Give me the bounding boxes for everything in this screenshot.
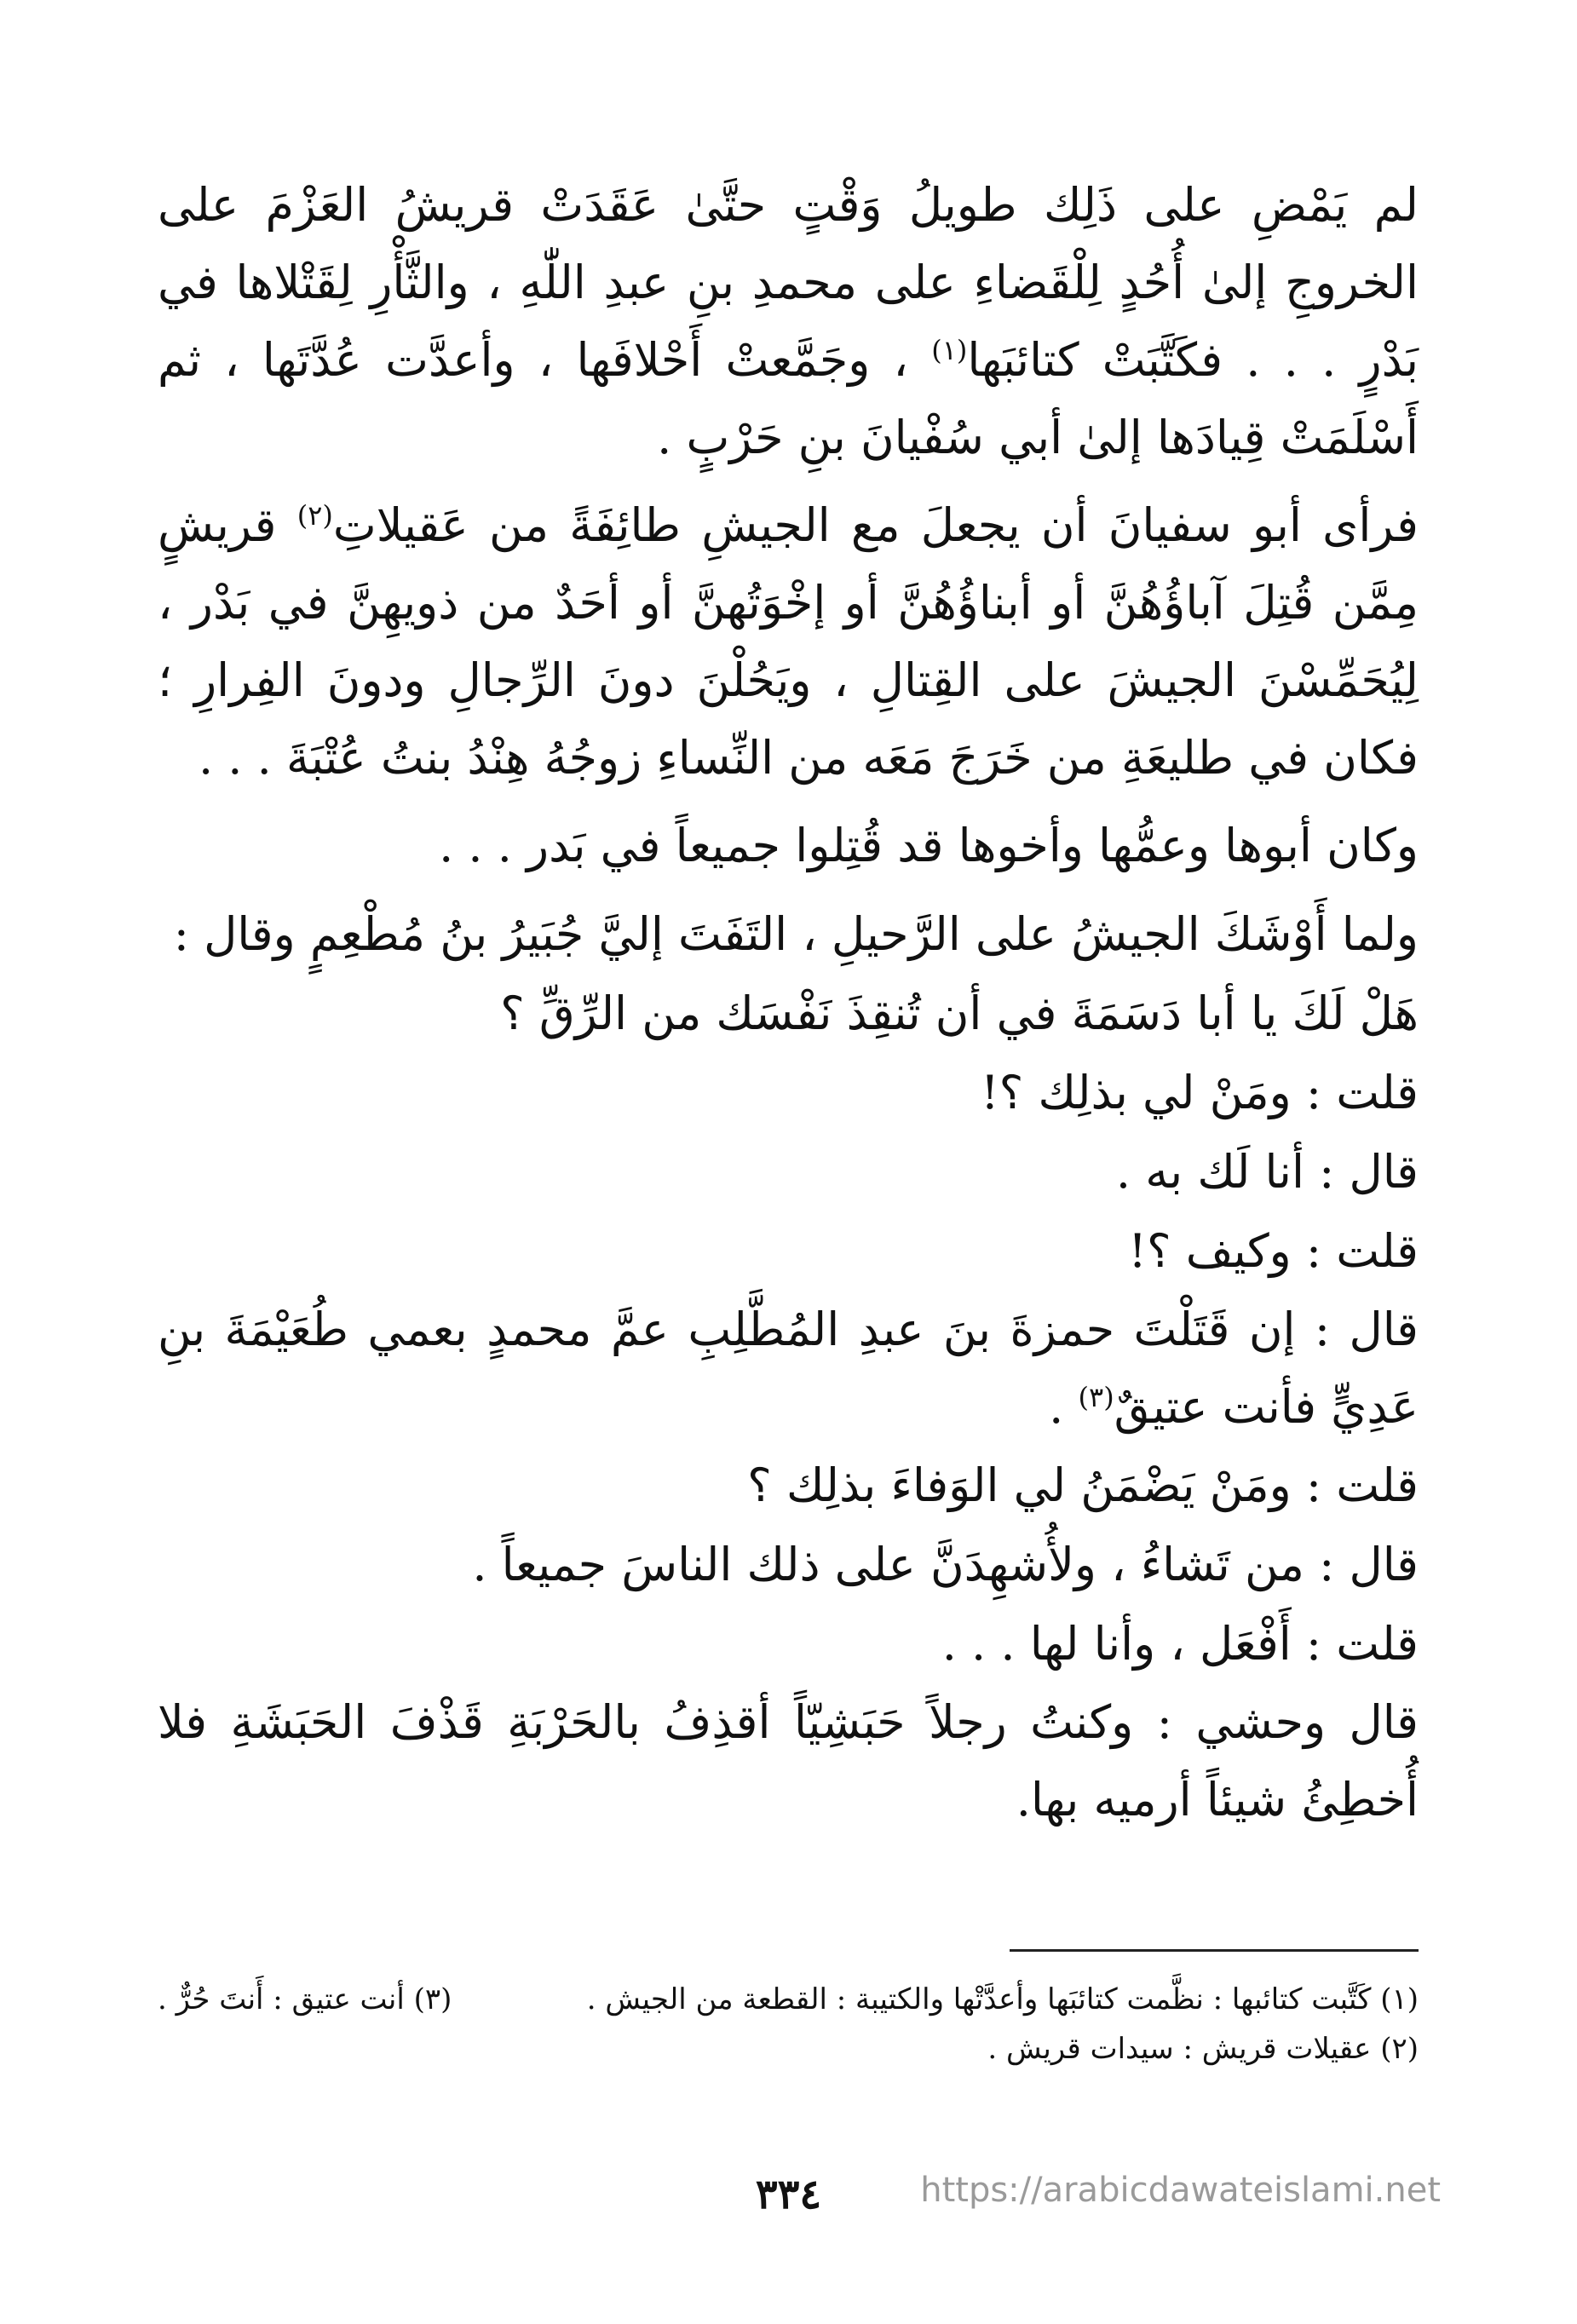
footnote-3: (٣) أنت عتيق : أَنتَ حُرٌّ . [158,1982,452,2016]
dialogue-line-8: قال وحشي : وكنتُ رجلاً حَبَشِيّاً أقذِفُ بالحَرْبَةِ قَذْفَ الحَبَشَةِ فلا أُخطِئُ شيئاً أرميه بها. [158,1695,1419,1826]
dialogue-line-4 [158,1291,1419,1446]
footnote-ref-2: (٢) [296,499,333,532]
dialogue-line-5: قلت : ومَنْ يَضْمَنُ لي الوَفاءَ بذلِك ؟ [747,1458,1419,1512]
paragraph-1-rest: ، وجَمَّعتْ أَحْلافَها ، وأعدَّت عُدَّتَها ، ثم أَسْلَمَتْ قِيادَها إلىٰ أبي سُفْيانَ بنِ حَرْبٍ . [158,333,1419,464]
watermark: https://arabicdawateislami.net [920,2171,1441,2210]
footnote-divider [1010,1949,1419,1952]
page-number: ٣٣٤ [755,2171,822,2218]
footnote-ref-1: (١) [931,334,968,366]
paragraph-2 [158,486,1419,797]
paragraph-2-text: فرأى أبو سفيانَ أن يجعلَ مع الجيشِ طائِفَةً من عَقيلاتِ [332,498,1419,552]
footnote-2: (٢) عقيلات قريش : سيدات قريش . [987,2032,1419,2066]
dialogue-intro: ولما أَوْشَكَ الجيشُ على الرَّحيلِ ، التَفَتَ إليَّ جُبَيرُ بنُ مُطْعِمٍ وقال : [173,907,1419,961]
dialogue-line-1: قلت : ومَنْ لي بذلِك ؟! [980,1066,1419,1119]
dialogue-line-2: قال : أنا لَك به . [1115,1145,1419,1199]
dialogue-line-4-end: . [1049,1380,1064,1434]
dialogue-line-7: قلت : أَفْعَل ، وأنا لها . . . [941,1617,1419,1671]
footnote-row [158,1975,1419,2024]
dialogue-line-4-text: قال : إن قَتَلْتَ حمزةَ بنَ عبدِ المُطَّلِبِ عمَّ محمدٍ بعمي طُعَيْمَةَ بنِ عَدِيٍّ فأنت عتيقٌ [158,1303,1419,1434]
dialogue-line-6: قال : من تَشاءُ ، ولأُشهِدَنَّ على ذلك الناسَ جميعاً . [472,1538,1419,1591]
paragraph-1 [158,166,1419,476]
footnotes [158,1975,1419,2074]
paragraph-2-rest: قريشٍ مِمَّن قُتِلَ آباؤُهُنَّ أو أبناؤُهُنَّ أو إخْوَتُهنَّ أو أحَدٌ من ذويهِنَّ في بَدْر ، لِيُحَمِّسْنَ الجيشَ على القِتالِ ، ويَحُلْنَ دونَ الرِّجالِ ودونَ الفِرارِ ؛ فكان في طليعَةِ من خَرَجَ مَعَه من النِّساءِ زوجُهُ هِنْدُ بنتُ عُتْبَةَ . . . [158,498,1419,785]
paragraph-3: وكان أبوها وعمُّها وأخوها قد قُتِلوا جميعاً في بَدر . . . [439,819,1419,872]
main-text [158,166,1419,1838]
paragraph-1-text: لم يَمْضِ على ذَلِك طويلُ وَقْتٍ حتَّىٰ عَقَدَتْ قريشُ العَزْمَ على الخروجِ إلىٰ أُحُدٍ لِلْقَضاءِ على محمدِ بنِ عبدِ اللّٰهِ ، والثَّأْرِ لِقَتْلاها في بَدْرٍ . . . فكَتَّبَتْ كتائبَها [158,178,1419,387]
dialogue-question: هَلْ لَكَ يا أبا دَسَمَةَ في أن تُنقِذَ نَفْسَك من الرِّقِّ ؟ [500,987,1419,1040]
dialogue-line-3: قلت : وكيف ؟! [1128,1224,1419,1278]
footnote-ref-3: (٣) [1078,1381,1114,1413]
footnote-1: (١) كَتَّبت كتائبها : نظَّمت كتائبَها وأعدَّتْها والكتيبة : القطعة من الجيش . [586,1982,1419,2016]
